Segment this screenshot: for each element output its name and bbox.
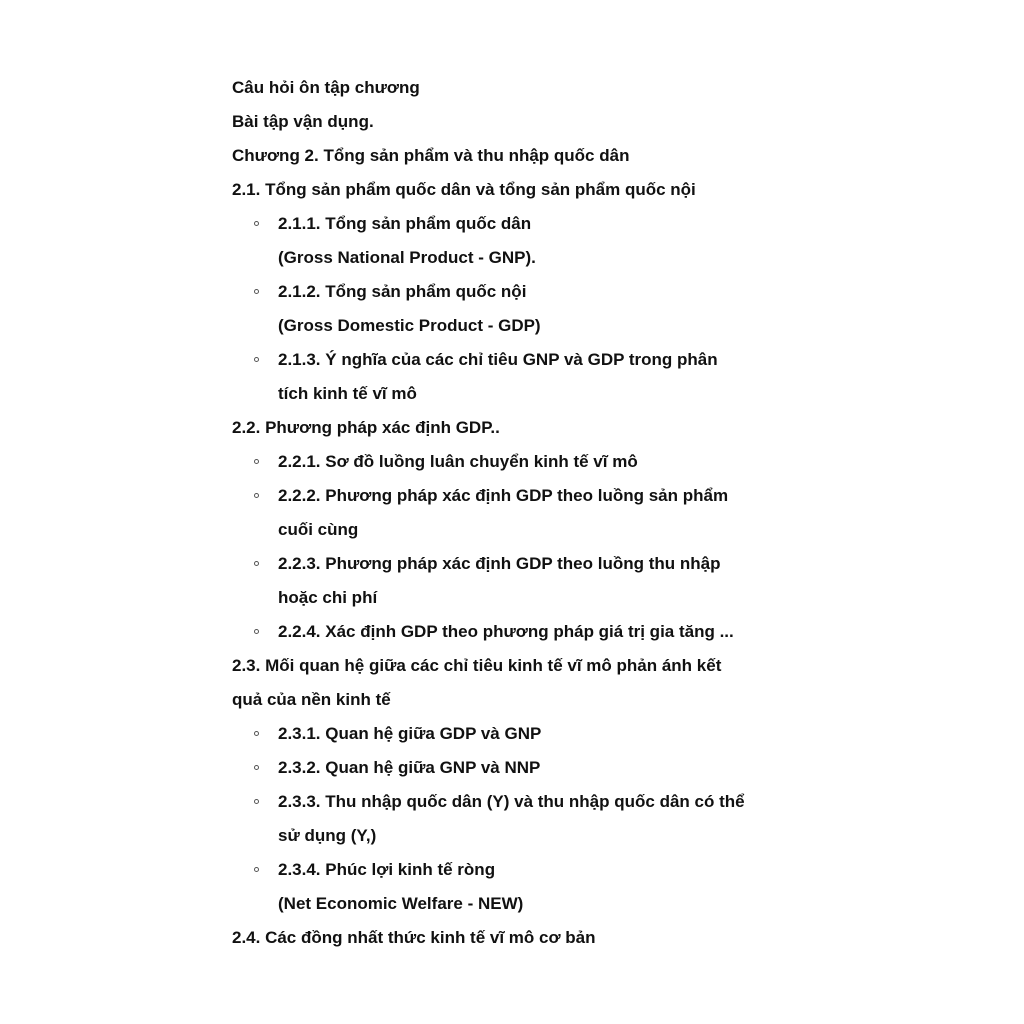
item-2-2-2-continuation: cuối cùng bbox=[278, 520, 359, 539]
circle-bullet-icon bbox=[254, 221, 259, 226]
item-2-3-4-label: 2.3.4. Phúc lợi kinh tế ròng bbox=[278, 860, 496, 879]
list-item bbox=[232, 479, 832, 513]
circle-bullet-icon bbox=[254, 867, 259, 872]
review-questions-line: Câu hỏi ôn tập chương bbox=[232, 78, 420, 97]
item-2-1-1-label: 2.1.1. Tổng sản phẩm quốc dân bbox=[278, 214, 532, 233]
circle-bullet-icon bbox=[254, 765, 259, 770]
list-item bbox=[232, 615, 832, 649]
item-2-1-3-continuation: tích kinh tế vĩ mô bbox=[278, 384, 417, 403]
item-2-2-1-label: 2.2.1. Sơ đồ luồng luân chuyển kinh tế vĩ mô bbox=[278, 452, 638, 471]
circle-bullet-icon bbox=[254, 629, 259, 634]
list-item bbox=[232, 751, 832, 785]
list-item bbox=[232, 785, 832, 819]
list-item bbox=[232, 207, 832, 241]
list-item bbox=[232, 853, 832, 887]
item-2-2-4-label: 2.2.4. Xác định GDP theo phương pháp giá trị gia tăng ... bbox=[278, 622, 734, 641]
section-2-3-heading-continuation: quả của nền kinh tế bbox=[232, 690, 391, 709]
item-2-3-1-label: 2.3.1. Quan hệ giữa GDP và GNP bbox=[278, 724, 542, 743]
section-2-4-heading: 2.4. Các đồng nhất thức kinh tế vĩ mô cơ bản bbox=[232, 928, 596, 947]
circle-bullet-icon bbox=[254, 289, 259, 294]
circle-bullet-icon bbox=[254, 357, 259, 362]
item-2-3-3-label: 2.3.3. Thu nhập quốc dân (Y) và thu nhập quốc dân có thể bbox=[278, 792, 745, 811]
list-item bbox=[232, 275, 832, 309]
item-2-1-2-label: 2.1.2. Tổng sản phẩm quốc nội bbox=[278, 282, 527, 301]
section-2-1-heading: 2.1. Tổng sản phẩm quốc dân và tổng sản phẩm quốc nội bbox=[232, 180, 696, 199]
circle-bullet-icon bbox=[254, 731, 259, 736]
item-2-3-4-continuation: (Net Economic Welfare - NEW) bbox=[278, 894, 524, 913]
item-2-1-2-continuation: (Gross Domestic Product - GDP) bbox=[278, 316, 541, 335]
item-2-3-2-label: 2.3.2. Quan hệ giữa GNP và NNP bbox=[278, 758, 541, 777]
list-item bbox=[232, 717, 832, 751]
item-2-3-3-continuation: sử dụng (Y,) bbox=[278, 826, 377, 845]
item-2-2-3-label: 2.2.3. Phương pháp xác định GDP theo luồng thu nhập bbox=[278, 554, 721, 573]
circle-bullet-icon bbox=[254, 561, 259, 566]
exercises-line: Bài tập vận dụng. bbox=[232, 112, 374, 131]
item-2-2-2-label: 2.2.2. Phương pháp xác định GDP theo luồng sản phẩm bbox=[278, 486, 729, 505]
circle-bullet-icon bbox=[254, 459, 259, 464]
chapter-title: Chương 2. Tổng sản phẩm và thu nhập quốc dân bbox=[232, 146, 630, 165]
item-2-1-1-continuation: (Gross National Product - GNP). bbox=[278, 248, 536, 267]
list-item bbox=[232, 343, 832, 377]
list-item bbox=[232, 547, 832, 581]
section-2-2-heading: 2.2. Phương pháp xác định GDP.. bbox=[232, 418, 500, 437]
circle-bullet-icon bbox=[254, 493, 259, 498]
item-2-1-3-label: 2.1.3. Ý nghĩa của các chỉ tiêu GNP và GDP trong phân bbox=[278, 350, 718, 369]
circle-bullet-icon bbox=[254, 799, 259, 804]
section-2-3-heading: 2.3. Mối quan hệ giữa các chỉ tiêu kinh tế vĩ mô phản ánh kết bbox=[232, 656, 722, 675]
table-of-contents bbox=[232, 71, 832, 955]
list-item bbox=[232, 445, 832, 479]
item-2-2-3-continuation: hoặc chi phí bbox=[278, 588, 378, 607]
